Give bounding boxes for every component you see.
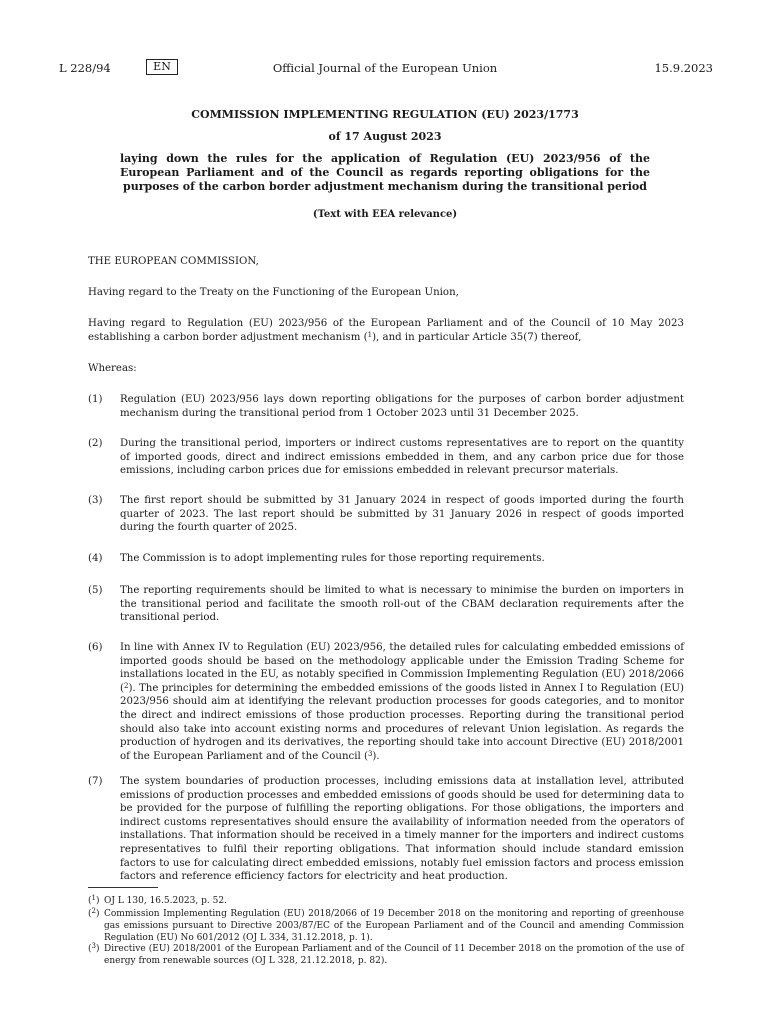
journal-title: Official Journal of the European Union bbox=[272, 61, 498, 75]
recital-number: (7) bbox=[88, 776, 103, 787]
regulation-citation: Having regard to Regulation (EU) 2023/956 of the European Parliament and of the Council of 10 May 2023 establishing a carbon border adjustment mechanism ($^1$), and in particular Article 35(7) thereof, bbox=[88, 318, 684, 343]
footnote-divider bbox=[88, 887, 158, 888]
page-reference: L 228/94 bbox=[59, 61, 111, 75]
recital-number: (6) bbox=[88, 642, 103, 653]
recital-number: (2) bbox=[88, 438, 103, 449]
language-badge: EN bbox=[146, 59, 178, 75]
recital-text: The Commission is to adopt implementing rules for those reporting requirements. bbox=[120, 553, 545, 564]
footnote-ref-3[interactable]: 3 bbox=[367, 749, 373, 758]
footnote-text: OJ L 130, 16.5.2023, p. 52. bbox=[104, 896, 227, 906]
footnote-number: ($^2$) bbox=[88, 907, 100, 919]
recital-text: The first report should be submitted by 31 January 2024 in respect of goods imported during the fourth quarter of 2023. The last report should be submitted by 31 January 2026 in respect of goods imported during the fourth quarter of 2025. bbox=[120, 495, 684, 534]
footnote-text: Commission Implementing Regulation (EU) 2018/2066 of 19 December 2018 on the monitoring and reporting of greenhouse gas emissions pursuant to Directive 2003/87/EC of the European Parliament and of the Council and amending Commission Regulation (EU) No 601/2012 (OJ L 334, 31.12.2018, p. 1). bbox=[104, 909, 684, 943]
footnote-text: Directive (EU) 2018/2001 of the European Parliament and of the Council of 11 December 2018 on the promotion of the use of energy from renewable sources (OJ L 328, 21.12.2018, p. 82). bbox=[104, 944, 684, 966]
recital-text: During the transitional period, importers or indirect customs representatives are to report on the quantity of imported goods, direct and indirect emissions embedded in them, and any carbon price due for those emissions, including carbon prices due for emissions embedded in relevant precursor materials. bbox=[120, 438, 684, 477]
regulation-title-block bbox=[120, 108, 650, 222]
recital-number: (1) bbox=[88, 394, 103, 405]
page-header bbox=[0, 61, 770, 77]
recital-text: The reporting requirements should be limited to what is necessary to minimise the burden on importers in the transitional period and facilitate the smooth roll-out of the CBAM declaration requirements after the transitional period. bbox=[120, 585, 684, 624]
recital-text: In line with Annex IV to Regulation (EU) 2023/956, the detailed rules for calculating embedded emissions of imported goods should be based on the methodology applicable under the Emission Trading Scheme for installations located in the EU, as notably specified in Commission Implementing Regulation (EU) 2018/2066 ($^2$). The principles for determining the embedded emissions of the goods listed in Annex I to Regulation (EU) 2023/956 should aim at identifying the relevant production processes for goods categories, and to monitor the direct and indirect emissions of those production processes. Reporting during the transitional period should also take into account existing norms and procedures of relevant Union legislation. As regards the production of hydrogen and its derivatives, the reporting should take into account Directive (EU) 2018/2001 of the European Parliament and of the Council ($^3$). bbox=[120, 642, 684, 762]
recital-text: The system boundaries of production processes, including emissions data at installation level, attributed emissions of production processes and embedded emissions of goods should be used for determining data to be provided for the purpose of fulfilling the reporting obligations. For those obligations, the importers and indirect customs representatives should ensure the availability of information needed from the operators of installations. That information should be received in a timely manner for the importers and indirect customs representatives to fulfil their reporting obligations. That information should include standard emission factors to use for calculating direct embedded emissions, notably fuel emission factors and process emission factors and reference efficiency factors for electricity and heat production. bbox=[120, 776, 684, 883]
footnote-number: ($^1$) bbox=[88, 894, 100, 906]
footnote-ref-1[interactable]: 1 bbox=[367, 330, 373, 339]
regulation-date: of 17 August 2023 bbox=[328, 130, 442, 143]
recital-number: (4) bbox=[88, 553, 103, 564]
regulation-subject: laying down the rules for the application of Regulation (EU) 2023/956 of the European Parliament and of the Council as regards reporting obligations for the purposes of the carbon border adjustment mechanism during the transitional period bbox=[120, 152, 650, 193]
recital-number: (3) bbox=[88, 495, 103, 506]
whereas-heading: Whereas: bbox=[88, 363, 137, 374]
footnote-ref-2[interactable]: 2 bbox=[123, 681, 129, 690]
footnote-number: ($^3$) bbox=[88, 942, 100, 954]
commission-heading: THE EUROPEAN COMMISSION, bbox=[88, 256, 259, 267]
eea-relevance: (Text with EEA relevance) bbox=[312, 209, 458, 220]
recital-text: Regulation (EU) 2023/956 lays down reporting obligations for the purposes of carbon border adjustment mechanism during the transitional period from 1 October 2023 until 31 December 2025. bbox=[120, 394, 684, 419]
recital-number: (5) bbox=[88, 585, 103, 596]
regulation-title: COMMISSION IMPLEMENTING REGULATION (EU) 2023/1773 bbox=[191, 108, 579, 121]
treaty-citation: Having regard to the Treaty on the Functioning of the European Union, bbox=[88, 287, 459, 298]
publication-date: 15.9.2023 bbox=[654, 61, 713, 75]
